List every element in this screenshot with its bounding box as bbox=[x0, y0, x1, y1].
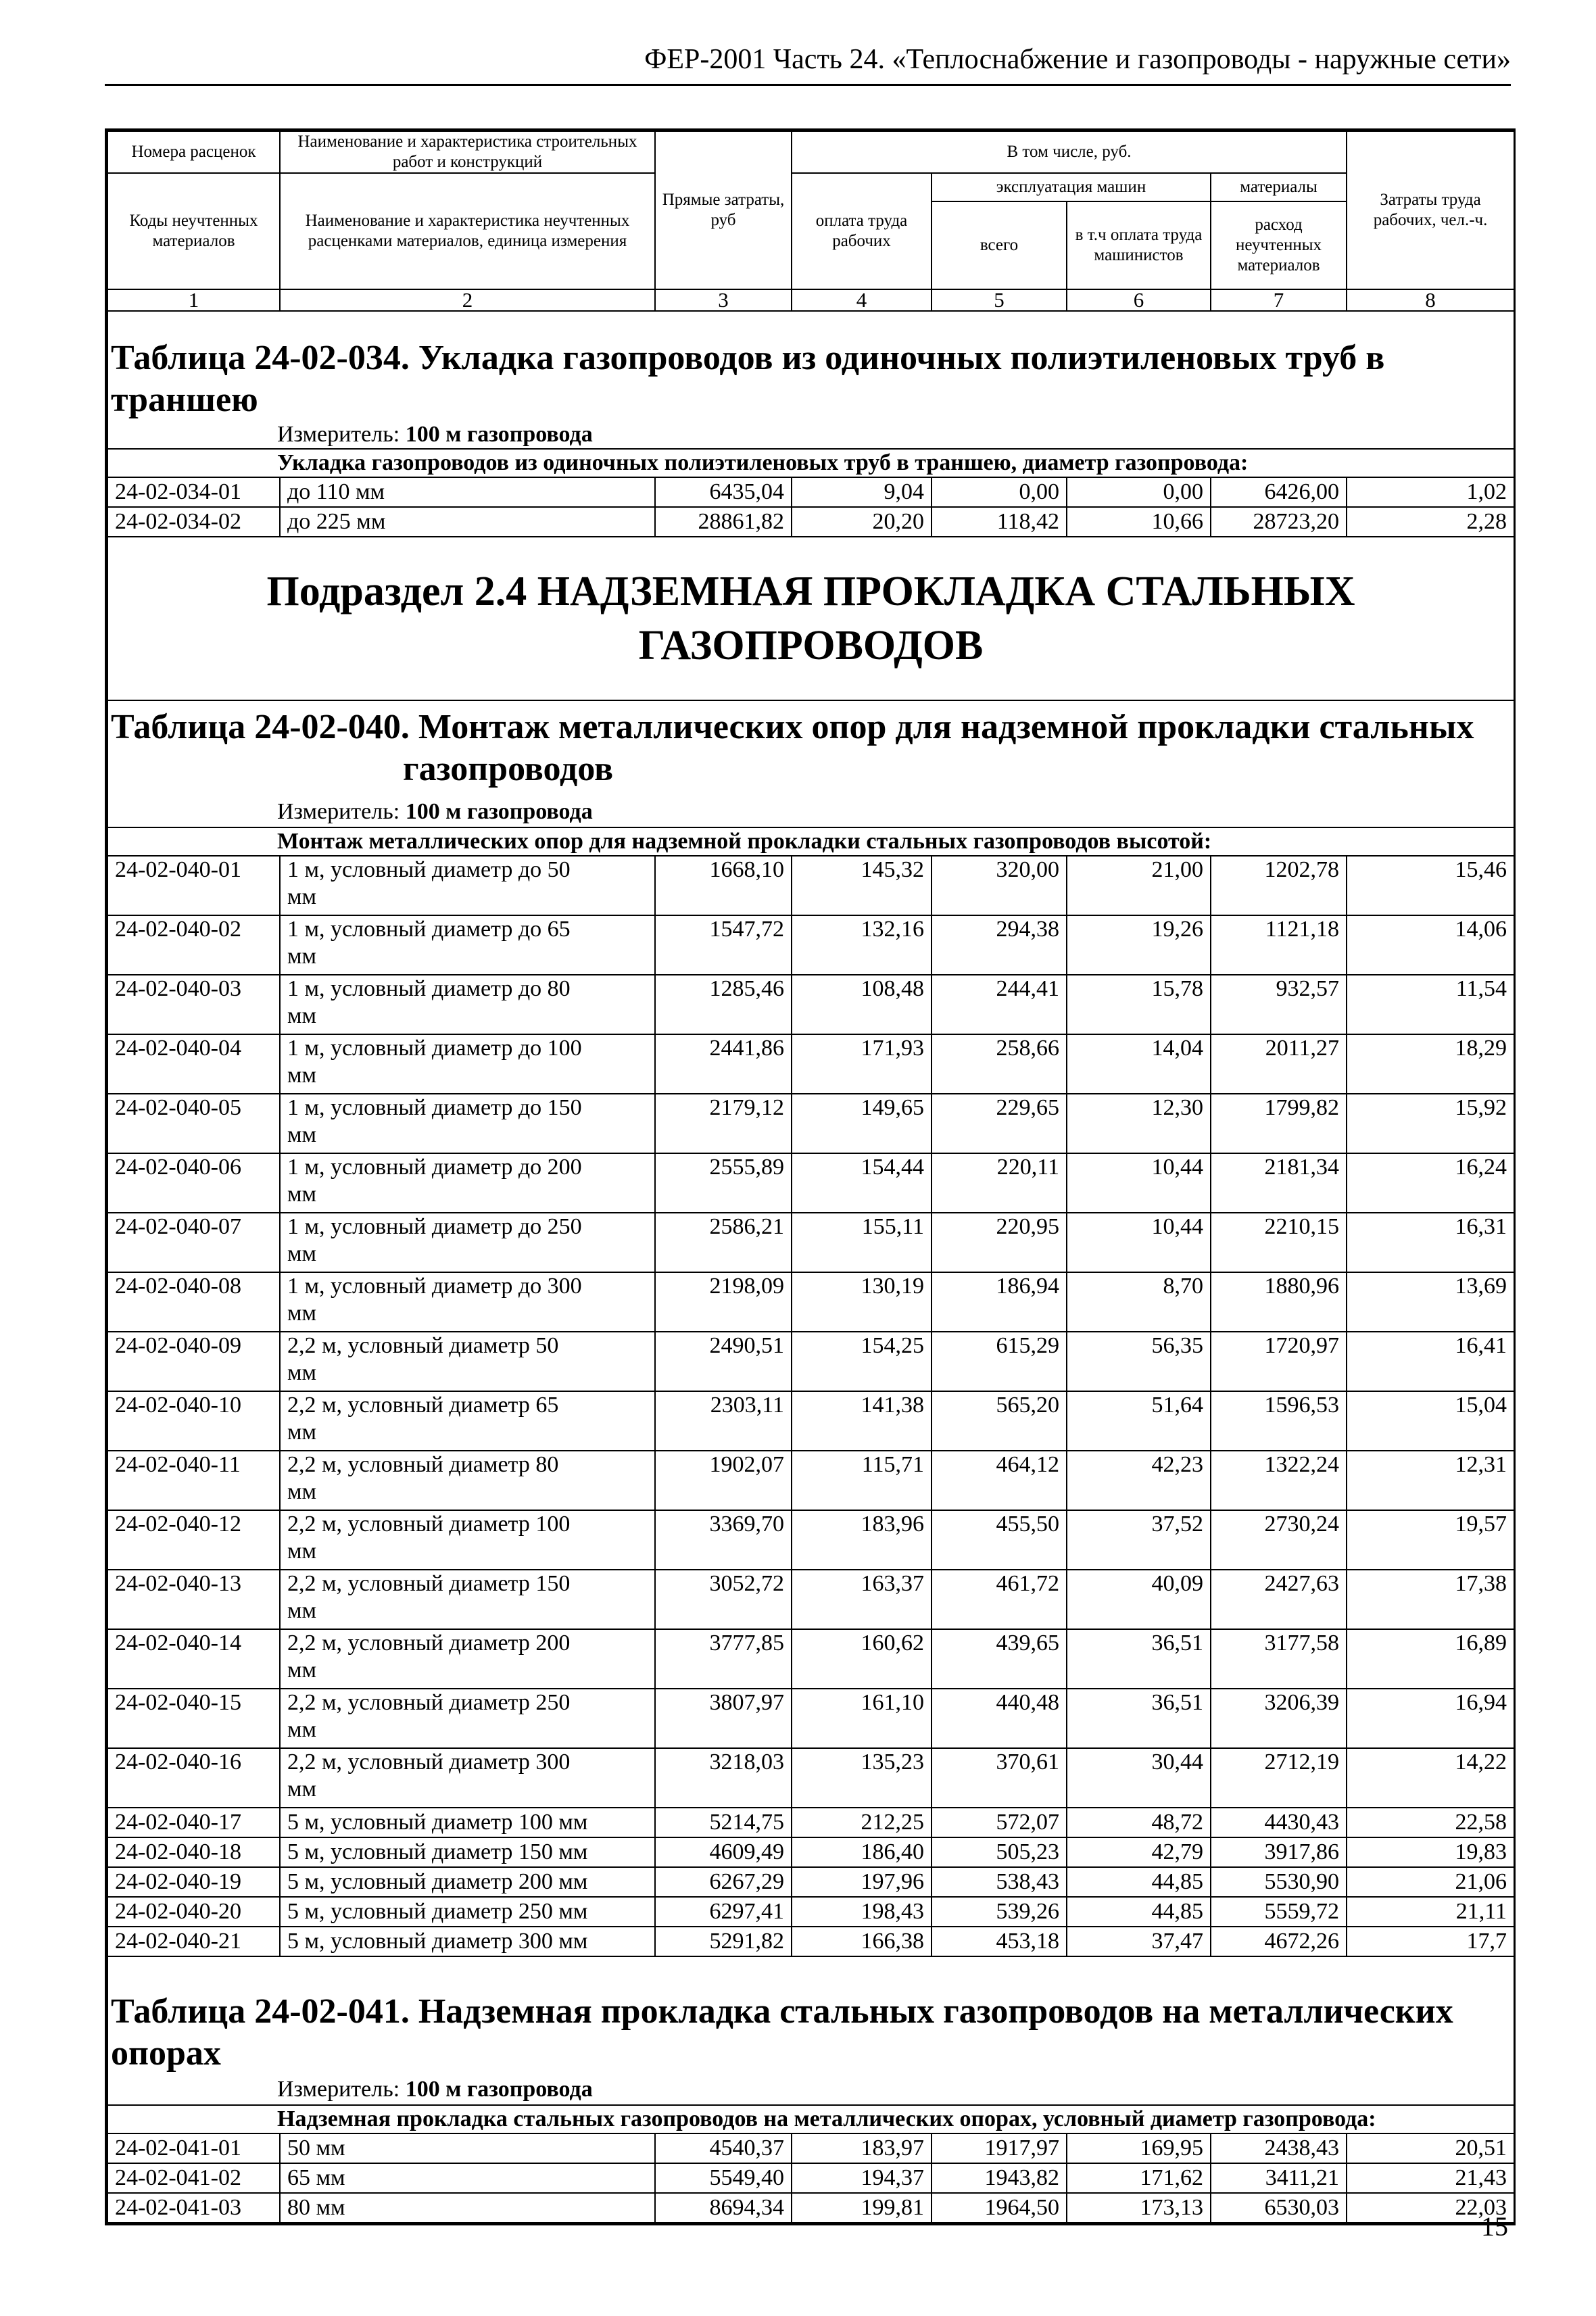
row-value: 1322,24 bbox=[1211, 1451, 1347, 1510]
row-value: 1720,97 bbox=[1211, 1332, 1347, 1391]
row-value: 108,48 bbox=[792, 975, 932, 1034]
row-value: 22,03 bbox=[1347, 2193, 1514, 2223]
row-value: 154,25 bbox=[792, 1332, 932, 1391]
row-value: 320,00 bbox=[932, 856, 1067, 915]
row-value: 37,52 bbox=[1067, 1510, 1211, 1570]
row-value: 461,72 bbox=[932, 1570, 1067, 1629]
row-value: 538,43 bbox=[932, 1867, 1067, 1897]
row-code: 24-02-041-03 bbox=[107, 2193, 280, 2223]
row-value: 40,09 bbox=[1067, 1570, 1211, 1629]
row-value: 145,32 bbox=[792, 856, 932, 915]
row-value: 21,00 bbox=[1067, 856, 1211, 915]
row-code: 24-02-040-07 bbox=[107, 1213, 280, 1272]
price-table bbox=[105, 128, 1516, 2225]
row-code: 24-02-041-01 bbox=[107, 2133, 280, 2163]
table-row bbox=[107, 975, 1514, 1034]
section-heading: Подраздел 2.4 НАДЗЕМНАЯ ПРОКЛАДКА СТАЛЬНЫХ ГАЗОПРОВОДОВ bbox=[107, 537, 1514, 700]
row-value: 20,51 bbox=[1347, 2133, 1514, 2163]
row-value: 21,06 bbox=[1347, 1867, 1514, 1897]
row-value: 2,28 bbox=[1347, 507, 1514, 537]
row-value: 118,42 bbox=[932, 507, 1067, 537]
row-code: 24-02-040-09 bbox=[107, 1332, 280, 1391]
table-row bbox=[107, 2193, 1514, 2223]
row-value: 2303,11 bbox=[655, 1391, 792, 1451]
row-value: 186,94 bbox=[932, 1272, 1067, 1332]
row-value: 6435,04 bbox=[655, 477, 792, 507]
table-24-02-040 bbox=[107, 700, 1514, 856]
materials-header: материалы bbox=[1211, 173, 1347, 201]
col-number: 8 bbox=[1347, 289, 1514, 311]
row-name: 1 м, условный диаметр до 200 мм bbox=[280, 1153, 655, 1213]
row-name: 1 м, условный диаметр до 65 мм bbox=[280, 915, 655, 975]
row-value: 44,85 bbox=[1067, 1897, 1211, 1927]
row-value: 1964,50 bbox=[932, 2193, 1067, 2223]
row-value: 16,24 bbox=[1347, 1153, 1514, 1213]
row-value: 1668,10 bbox=[655, 856, 792, 915]
row-name: 5 м, условный диаметр 150 мм bbox=[280, 1837, 655, 1867]
row-value: 42,23 bbox=[1067, 1451, 1211, 1510]
row-value: 1202,78 bbox=[1211, 856, 1347, 915]
row-name: 5 м, условный диаметр 100 мм bbox=[280, 1808, 655, 1837]
row-name: 1 м, условный диаметр до 250 мм bbox=[280, 1213, 655, 1272]
row-value: 4540,37 bbox=[655, 2133, 792, 2163]
row-value: 932,57 bbox=[1211, 975, 1347, 1034]
row-code: 24-02-040-03 bbox=[107, 975, 280, 1034]
table-24-02-034 bbox=[107, 311, 1514, 477]
row-code: 24-02-040-19 bbox=[107, 1867, 280, 1897]
table-row bbox=[107, 1808, 1514, 1837]
row-value: 539,26 bbox=[932, 1897, 1067, 1927]
row-value: 244,41 bbox=[932, 975, 1067, 1034]
row-value: 171,62 bbox=[1067, 2163, 1211, 2193]
measure-line: Измеритель: 100 м газопровода bbox=[107, 790, 1514, 827]
row-code: 24-02-040-13 bbox=[107, 1570, 280, 1629]
row-value: 44,85 bbox=[1067, 1867, 1211, 1897]
row-value: 6426,00 bbox=[1211, 477, 1347, 507]
row-value: 141,38 bbox=[792, 1391, 932, 1451]
row-value: 37,47 bbox=[1067, 1927, 1211, 1956]
row-value: 2586,21 bbox=[655, 1213, 792, 1272]
row-code: 24-02-040-18 bbox=[107, 1837, 280, 1867]
row-value: 19,83 bbox=[1347, 1837, 1514, 1867]
row-code: 24-02-040-05 bbox=[107, 1094, 280, 1153]
table-row bbox=[107, 1451, 1514, 1510]
row-value: 1917,97 bbox=[932, 2133, 1067, 2163]
rows-040-one-line bbox=[107, 1808, 1514, 1956]
row-code: 24-02-040-10 bbox=[107, 1391, 280, 1451]
table-row bbox=[107, 1867, 1514, 1897]
row-value: 3777,85 bbox=[655, 1629, 792, 1689]
row-value: 10,66 bbox=[1067, 507, 1211, 537]
row-value: 15,78 bbox=[1067, 975, 1211, 1034]
col-number: 7 bbox=[1211, 289, 1347, 311]
row-value: 16,41 bbox=[1347, 1332, 1514, 1391]
row-name: 2,2 м, условный диаметр 100 мм bbox=[280, 1510, 655, 1570]
row-value: 0,00 bbox=[932, 477, 1067, 507]
row-value: 220,11 bbox=[932, 1153, 1067, 1213]
subheading: Надземная прокладка стальных газопроводов на металлических опорах, условный диаметр газопровода: bbox=[107, 2105, 1514, 2133]
row-value: 1,02 bbox=[1347, 477, 1514, 507]
row-value: 8694,34 bbox=[655, 2193, 792, 2223]
incl-header: В том числе, руб. bbox=[792, 131, 1347, 173]
row-value: 115,71 bbox=[792, 1451, 932, 1510]
col-number: 1 bbox=[107, 289, 280, 311]
row-value: 2438,43 bbox=[1211, 2133, 1347, 2163]
row-value: 4672,26 bbox=[1211, 1927, 1347, 1956]
row-name: до 110 мм bbox=[280, 477, 655, 507]
row-value: 0,00 bbox=[1067, 477, 1211, 507]
table-row bbox=[107, 1689, 1514, 1748]
row-code: 24-02-040-16 bbox=[107, 1748, 280, 1808]
row-value: 12,31 bbox=[1347, 1451, 1514, 1510]
table-title: Таблица 24-02-034. Укладка газопроводов из одиночных полиэтиленовых труб в траншею bbox=[107, 311, 1514, 421]
row-value: 3218,03 bbox=[655, 1748, 792, 1808]
row-value: 22,58 bbox=[1347, 1808, 1514, 1837]
rows-040-two-line bbox=[107, 856, 1514, 1808]
table-row bbox=[107, 1510, 1514, 1570]
row-value: 42,79 bbox=[1067, 1837, 1211, 1867]
col2-header-a: Наименование и характеристика строительных работ и конструкций bbox=[280, 131, 655, 173]
col8-header: Затраты труда рабочих, чел.-ч. bbox=[1347, 131, 1514, 289]
row-value: 3206,39 bbox=[1211, 1689, 1347, 1748]
measure-line: Измеритель: 100 м газопровода bbox=[107, 421, 1514, 449]
subheading: Укладка газопроводов из одиночных полиэтиленовых труб в траншею, диаметр газопровода: bbox=[107, 449, 1514, 477]
table-row bbox=[107, 1391, 1514, 1451]
row-value: 294,38 bbox=[932, 915, 1067, 975]
row-value: 2179,12 bbox=[655, 1094, 792, 1153]
row-value: 453,18 bbox=[932, 1927, 1067, 1956]
row-value: 505,23 bbox=[932, 1837, 1067, 1867]
col3-header: Прямые затраты, руб bbox=[655, 131, 792, 289]
row-value: 11,54 bbox=[1347, 975, 1514, 1034]
row-value: 8,70 bbox=[1067, 1272, 1211, 1332]
row-value: 2210,15 bbox=[1211, 1213, 1347, 1272]
table-row bbox=[107, 1332, 1514, 1391]
row-code: 24-02-040-15 bbox=[107, 1689, 280, 1748]
row-value: 258,66 bbox=[932, 1034, 1067, 1094]
row-code: 24-02-040-06 bbox=[107, 1153, 280, 1213]
row-value: 19,26 bbox=[1067, 915, 1211, 975]
row-code: 24-02-034-02 bbox=[107, 507, 280, 537]
row-value: 15,46 bbox=[1347, 856, 1514, 915]
row-name: 5 м, условный диаметр 250 мм bbox=[280, 1897, 655, 1927]
row-value: 1121,18 bbox=[1211, 915, 1347, 975]
row-value: 13,69 bbox=[1347, 1272, 1514, 1332]
row-value: 4609,49 bbox=[655, 1837, 792, 1867]
row-value: 171,93 bbox=[792, 1034, 932, 1094]
row-value: 2712,19 bbox=[1211, 1748, 1347, 1808]
row-code: 24-02-040-08 bbox=[107, 1272, 280, 1332]
table-24-02-041 bbox=[107, 1956, 1514, 2133]
row-value: 1547,72 bbox=[655, 915, 792, 975]
row-value: 4430,43 bbox=[1211, 1808, 1347, 1837]
row-value: 6267,29 bbox=[655, 1867, 792, 1897]
row-code: 24-02-040-20 bbox=[107, 1897, 280, 1927]
row-value: 440,48 bbox=[932, 1689, 1067, 1748]
row-name: 2,2 м, условный диаметр 200 мм bbox=[280, 1629, 655, 1689]
row-value: 1596,53 bbox=[1211, 1391, 1347, 1451]
col5-header: всего bbox=[932, 201, 1067, 289]
row-value: 51,64 bbox=[1067, 1391, 1211, 1451]
row-value: 198,43 bbox=[792, 1897, 932, 1927]
rows-041 bbox=[107, 2133, 1514, 2223]
row-value: 2198,09 bbox=[655, 1272, 792, 1332]
table-row bbox=[107, 1213, 1514, 1272]
col7-header: расход неучтенных материалов bbox=[1211, 201, 1347, 289]
row-value: 186,40 bbox=[792, 1837, 932, 1867]
row-value: 36,51 bbox=[1067, 1629, 1211, 1689]
row-value: 18,29 bbox=[1347, 1034, 1514, 1094]
row-value: 5291,82 bbox=[655, 1927, 792, 1956]
row-value: 2427,63 bbox=[1211, 1570, 1347, 1629]
row-code: 24-02-040-17 bbox=[107, 1808, 280, 1837]
row-value: 5559,72 bbox=[1211, 1897, 1347, 1927]
row-value: 15,04 bbox=[1347, 1391, 1514, 1451]
col1-header-a: Номера расценок bbox=[107, 131, 280, 173]
row-value: 199,81 bbox=[792, 2193, 932, 2223]
row-name: 2,2 м, условный диаметр 150 мм bbox=[280, 1570, 655, 1629]
col6-header: в т.ч оплата труда машинистов bbox=[1067, 201, 1211, 289]
row-name: 2,2 м, условный диаметр 250 мм bbox=[280, 1689, 655, 1748]
row-name: 5 м, условный диаметр 200 мм bbox=[280, 1867, 655, 1897]
rows-034 bbox=[107, 477, 1514, 537]
row-value: 6297,41 bbox=[655, 1897, 792, 1927]
row-name: до 225 мм bbox=[280, 507, 655, 537]
row-value: 130,19 bbox=[792, 1272, 932, 1332]
table-row bbox=[107, 1748, 1514, 1808]
row-code: 24-02-040-12 bbox=[107, 1510, 280, 1570]
table-row bbox=[107, 1272, 1514, 1332]
row-code: 24-02-040-11 bbox=[107, 1451, 280, 1510]
row-name: 65 мм bbox=[280, 2163, 655, 2193]
row-name: 1 м, условный диаметр до 300 мм bbox=[280, 1272, 655, 1332]
row-code: 24-02-040-01 bbox=[107, 856, 280, 915]
row-value: 166,38 bbox=[792, 1927, 932, 1956]
col-number: 4 bbox=[792, 289, 932, 311]
row-value: 16,94 bbox=[1347, 1689, 1514, 1748]
table-row bbox=[107, 1897, 1514, 1927]
row-value: 10,44 bbox=[1067, 1153, 1211, 1213]
row-code: 24-02-040-21 bbox=[107, 1927, 280, 1956]
row-value: 28861,82 bbox=[655, 507, 792, 537]
row-value: 220,95 bbox=[932, 1213, 1067, 1272]
row-name: 2,2 м, условный диаметр 300 мм bbox=[280, 1748, 655, 1808]
row-value: 1902,07 bbox=[655, 1451, 792, 1510]
col-number: 3 bbox=[655, 289, 792, 311]
row-value: 14,22 bbox=[1347, 1748, 1514, 1808]
row-value: 14,04 bbox=[1067, 1034, 1211, 1094]
row-value: 615,29 bbox=[932, 1332, 1067, 1391]
row-value: 14,06 bbox=[1347, 915, 1514, 975]
table-row bbox=[107, 477, 1514, 507]
row-value: 161,10 bbox=[792, 1689, 932, 1748]
row-value: 3411,21 bbox=[1211, 2163, 1347, 2193]
row-value: 17,7 bbox=[1347, 1927, 1514, 1956]
row-name: 2,2 м, условный диаметр 50 мм bbox=[280, 1332, 655, 1391]
table-row bbox=[107, 1927, 1514, 1956]
row-code: 24-02-040-04 bbox=[107, 1034, 280, 1094]
row-value: 1799,82 bbox=[1211, 1094, 1347, 1153]
col4-header: оплата труда рабочих bbox=[792, 173, 932, 289]
row-value: 56,35 bbox=[1067, 1332, 1211, 1391]
table-row bbox=[107, 856, 1514, 915]
machines-header: эксплуатация машин bbox=[932, 173, 1211, 201]
col-number: 2 bbox=[280, 289, 655, 311]
table-row bbox=[107, 1629, 1514, 1689]
row-value: 19,57 bbox=[1347, 1510, 1514, 1570]
row-value: 2555,89 bbox=[655, 1153, 792, 1213]
row-value: 3807,97 bbox=[655, 1689, 792, 1748]
row-name: 2,2 м, условный диаметр 80 мм bbox=[280, 1451, 655, 1510]
column-header bbox=[107, 131, 1514, 311]
page-number: 15 bbox=[1481, 2211, 1508, 2242]
row-value: 6530,03 bbox=[1211, 2193, 1347, 2223]
row-value: 2490,51 bbox=[655, 1332, 792, 1391]
row-value: 565,20 bbox=[932, 1391, 1067, 1451]
row-value: 21,43 bbox=[1347, 2163, 1514, 2193]
row-value: 16,89 bbox=[1347, 1629, 1514, 1689]
table-row bbox=[107, 2163, 1514, 2193]
row-value: 229,65 bbox=[932, 1094, 1067, 1153]
row-name: 1 м, условный диаметр до 100 мм bbox=[280, 1034, 655, 1094]
row-name: 5 м, условный диаметр 300 мм bbox=[280, 1927, 655, 1956]
row-value: 30,44 bbox=[1067, 1748, 1211, 1808]
row-name: 1 м, условный диаметр до 50 мм bbox=[280, 856, 655, 915]
row-value: 455,50 bbox=[932, 1510, 1067, 1570]
row-value: 15,92 bbox=[1347, 1094, 1514, 1153]
row-value: 155,11 bbox=[792, 1213, 932, 1272]
row-code: 24-02-040-14 bbox=[107, 1629, 280, 1689]
col-number: 5 bbox=[932, 289, 1067, 311]
row-name: 1 м, условный диаметр до 80 мм bbox=[280, 975, 655, 1034]
table-row bbox=[107, 1837, 1514, 1867]
col1-header-b: Коды неучтенных материалов bbox=[107, 173, 280, 289]
row-value: 16,31 bbox=[1347, 1213, 1514, 1272]
row-value: 173,13 bbox=[1067, 2193, 1211, 2223]
table-row bbox=[107, 507, 1514, 537]
row-value: 12,30 bbox=[1067, 1094, 1211, 1153]
row-name: 1 м, условный диаметр до 150 мм bbox=[280, 1094, 655, 1153]
row-value: 2730,24 bbox=[1211, 1510, 1347, 1570]
row-code: 24-02-040-02 bbox=[107, 915, 280, 975]
row-value: 160,62 bbox=[792, 1629, 932, 1689]
row-value: 135,23 bbox=[792, 1748, 932, 1808]
row-value: 36,51 bbox=[1067, 1689, 1211, 1748]
table-title: Таблица 24-02-040. Монтаж металлических опор для надземной прокладки стальных газопроводов bbox=[107, 700, 1514, 790]
row-value: 1943,82 bbox=[932, 2163, 1067, 2193]
table-title: Таблица 24-02-041. Надземная прокладка стальных газопроводов на металлических опорах bbox=[107, 1956, 1514, 2075]
row-value: 194,37 bbox=[792, 2163, 932, 2193]
row-value: 9,04 bbox=[792, 477, 932, 507]
measure-line: Измеритель: 100 м газопровода bbox=[107, 2075, 1514, 2105]
subheading: Монтаж металлических опор для надземной прокладки стальных газопроводов высотой: bbox=[107, 827, 1514, 856]
row-value: 21,11 bbox=[1347, 1897, 1514, 1927]
table-row bbox=[107, 2133, 1514, 2163]
row-value: 17,38 bbox=[1347, 1570, 1514, 1629]
row-value: 132,16 bbox=[792, 915, 932, 975]
row-name: 80 мм bbox=[280, 2193, 655, 2223]
row-value: 28723,20 bbox=[1211, 507, 1347, 537]
row-value: 3052,72 bbox=[655, 1570, 792, 1629]
row-value: 3917,86 bbox=[1211, 1837, 1347, 1867]
row-value: 197,96 bbox=[792, 1867, 932, 1897]
row-value: 2011,27 bbox=[1211, 1034, 1347, 1094]
row-value: 212,25 bbox=[792, 1808, 932, 1837]
row-value: 183,96 bbox=[792, 1510, 932, 1570]
row-value: 2181,34 bbox=[1211, 1153, 1347, 1213]
table-row bbox=[107, 915, 1514, 975]
row-name: 2,2 м, условный диаметр 65 мм bbox=[280, 1391, 655, 1451]
row-value: 2441,86 bbox=[655, 1034, 792, 1094]
col-number: 6 bbox=[1067, 289, 1211, 311]
row-value: 439,65 bbox=[932, 1629, 1067, 1689]
row-value: 464,12 bbox=[932, 1451, 1067, 1510]
row-value: 3369,70 bbox=[655, 1510, 792, 1570]
table-row bbox=[107, 1094, 1514, 1153]
section-heading-block bbox=[107, 537, 1514, 700]
col2-header-b: Наименование и характеристика неучтенных расценками материалов, единица измерения bbox=[280, 173, 655, 289]
table-row bbox=[107, 1570, 1514, 1629]
row-value: 154,44 bbox=[792, 1153, 932, 1213]
table-row bbox=[107, 1153, 1514, 1213]
row-code: 24-02-041-02 bbox=[107, 2163, 280, 2193]
row-value: 169,95 bbox=[1067, 2133, 1211, 2163]
row-value: 5530,90 bbox=[1211, 1867, 1347, 1897]
row-value: 20,20 bbox=[792, 507, 932, 537]
row-value: 3177,58 bbox=[1211, 1629, 1347, 1689]
row-value: 5549,40 bbox=[655, 2163, 792, 2193]
row-value: 1880,96 bbox=[1211, 1272, 1347, 1332]
row-value: 572,07 bbox=[932, 1808, 1067, 1837]
row-value: 163,37 bbox=[792, 1570, 932, 1629]
row-value: 183,97 bbox=[792, 2133, 932, 2163]
running-header: ФЕР-2001 Часть 24. «Теплоснабжение и газопроводы - наружные сети» bbox=[105, 39, 1511, 86]
row-value: 48,72 bbox=[1067, 1808, 1211, 1837]
table-row bbox=[107, 1034, 1514, 1094]
row-value: 1285,46 bbox=[655, 975, 792, 1034]
row-value: 149,65 bbox=[792, 1094, 932, 1153]
row-value: 5214,75 bbox=[655, 1808, 792, 1837]
row-value: 370,61 bbox=[932, 1748, 1067, 1808]
row-code: 24-02-034-01 bbox=[107, 477, 280, 507]
row-name: 50 мм bbox=[280, 2133, 655, 2163]
row-value: 10,44 bbox=[1067, 1213, 1211, 1272]
